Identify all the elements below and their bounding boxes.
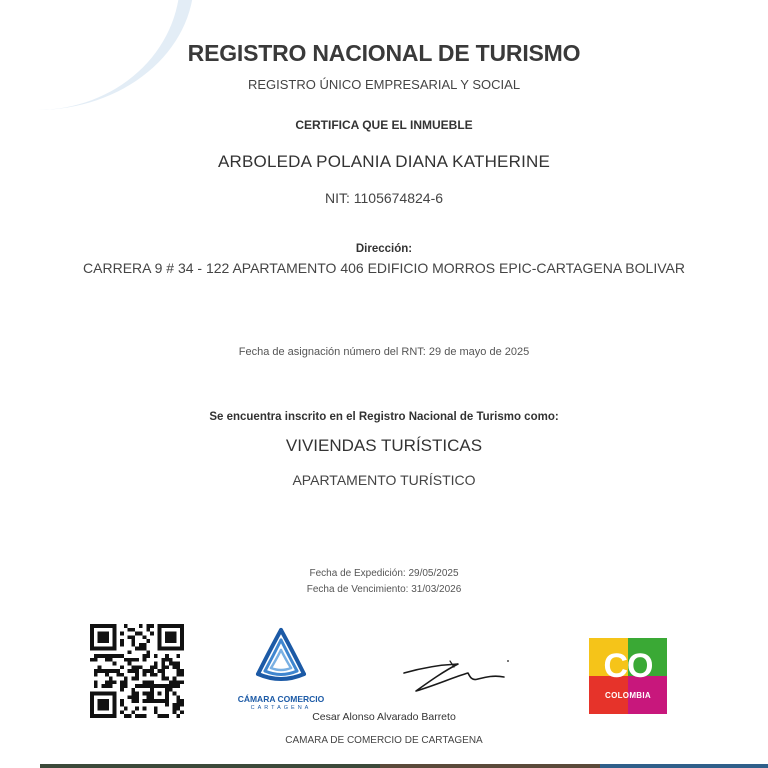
expiration-date: Fecha de Vencimiento: 31/03/2026 [306, 584, 462, 595]
bottom-photo-strip [0, 764, 768, 768]
registered-as-statement: Se encuentra inscrito en el Registro Nacional de Turismo como: [209, 411, 559, 423]
camara-name: CÁMARA COMERCIO [237, 694, 325, 704]
camara-comercio-logo [234, 626, 328, 716]
signer-name: Cesar Alonso Alvarado Barreto [312, 711, 456, 723]
registration-subcategory: APARTAMENTO TURÍSTICO [292, 472, 476, 488]
registration-category: VIVIENDAS TURÍSTICAS [285, 436, 483, 455]
signature-icon [396, 655, 516, 701]
qr-code-icon[interactable] [90, 624, 184, 718]
colombia-co-text: CO [603, 647, 653, 685]
certify-statement: CERTIFICA QUE EL INMUEBLE [295, 118, 473, 132]
colombia-name-text: COLOMBIA [605, 691, 651, 700]
colombia-brand-logo-icon [589, 638, 667, 714]
rnt-assignment-date: Fecha de asignación número del RNT: 29 de mayo de 2025 [238, 346, 530, 358]
expedition-date: Fecha de Expedición: 29/05/2025 [309, 568, 459, 579]
camara-city: CARTAGENA [250, 705, 312, 711]
nit-number: NIT: 1105674824-6 [324, 190, 444, 206]
certificate-subtitle: REGISTRO ÚNICO EMPRESARIAL Y SOCIAL [247, 77, 521, 92]
certificate-title: REGISTRO NACIONAL DE TURISMO [187, 40, 581, 66]
issuing-organization: CAMARA DE COMERCIO DE CARTAGENA [285, 735, 483, 746]
camara-comercio-logo-icon [248, 626, 314, 690]
owner-name: ARBOLEDA POLANIA DIANA KATHERINE [217, 152, 551, 171]
address-value: CARRERA 9 # 34 - 122 APARTAMENTO 406 EDIFICIO MORROS EPIC-CARTAGENA BOLIVAR [83, 260, 685, 276]
address-label: Dirección: [355, 243, 413, 255]
